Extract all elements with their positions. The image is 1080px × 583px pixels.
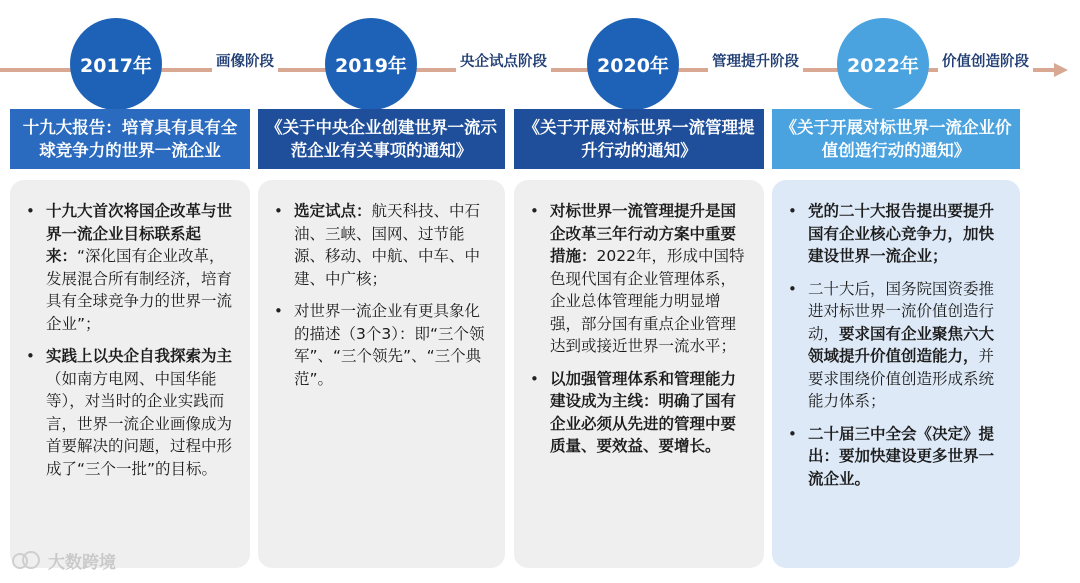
card-2022 xyxy=(772,180,1020,568)
watermark xyxy=(12,548,116,573)
stage-label-management: 管理提升阶段 xyxy=(708,51,803,73)
bullet-icon: • xyxy=(788,424,797,443)
header-2020: 《关于开展对标世界一流管理提升行动的通知》 xyxy=(514,109,764,169)
card-2020 xyxy=(514,180,764,568)
bullet-icon: • xyxy=(274,202,283,220)
stage-label-value: 价值创造阶段 xyxy=(938,51,1033,73)
card-2022-point-1: • 党的二十大报告提出要提升国有企业核心竞争力，加快建设世界一流企业； xyxy=(788,202,995,265)
card-2019 xyxy=(258,180,505,568)
year-circle-2017: 2017年 xyxy=(70,18,162,110)
card-2017 xyxy=(10,180,250,568)
year-circle-2019: 2019年 xyxy=(325,18,417,110)
header-2022: 《关于开展对标世界一流企业价值创造行动的通知》 xyxy=(772,109,1020,169)
card-2017-point-1: • 十九大首次将国企改革与世界一流企业目标联系起来：“深化国有企业改革，发展混合所有制经济，培育具有全球竞争力的世界一流企业”； xyxy=(26,202,233,333)
watermark-text: 大数跨境 xyxy=(48,553,116,573)
bullet-icon: • xyxy=(788,202,797,220)
brand-logo-icon xyxy=(12,551,40,571)
stage-label-pilot: 央企试点阶段 xyxy=(456,51,551,73)
year-circle-2022: 2022年 xyxy=(837,18,929,110)
card-2020-point-2: • 以加强管理体系和管理能力建设成为主线：明确了国有企业必须从先进的管理中要质量、要效益、要增长。 xyxy=(530,369,737,455)
year-circle-2020: 2020年 xyxy=(587,18,679,110)
card-2017-point-2: • 实践上以央企自我探索为主（如南方电网、中国华能等），对当时的企业实践而言，世界一流企业画像成为首要解决的问题，过程中形成了“三个一批”的目标。 xyxy=(26,347,233,478)
bullet-icon: • xyxy=(274,302,283,320)
card-2022-point-3: • 二十届三中全会《决定》提出：要加快建设更多世界一流企业。 xyxy=(788,424,995,488)
card-2020-point-1: • 对标世界一流管理提升是国企改革三年行动方案中重要措施：2022年，形成中国特色现代国有企业管理体系，企业总体管理能力明显增强，部分国有重点企业管理达到或接近世界一流水平； xyxy=(530,202,745,355)
stage-label-portrait: 画像阶段 xyxy=(212,51,278,73)
bullet-icon: • xyxy=(788,279,797,298)
header-2017: 十九大报告：培育具有具有全球竞争力的世界一流企业 xyxy=(10,109,250,169)
card-2019-point-2: • 对世界一流企业有更具象化的描述（3个3）：即“三个领军”、“三个领先”、“三个典范”。 xyxy=(274,302,485,388)
card-2022-point-2: • 二十大后，国务院国资委推进对标世界一流价值创造行动，要求国有企业聚焦六大领域提升价值创造能力，并要求围绕价值创造形成系统能力体系； xyxy=(788,279,995,410)
timeline-arrow-icon xyxy=(1054,63,1068,77)
card-2019-point-1: • 选定试点：航天科技、中石油、三峡、国网、过节能源、移动、中航、中车、中建、中广核； xyxy=(274,202,481,288)
bullet-icon: • xyxy=(26,347,35,365)
bullet-icon: • xyxy=(530,369,539,388)
bullet-icon: • xyxy=(26,202,35,220)
header-2019: 《关于中央企业创建世界一流示范企业有关事项的通知》 xyxy=(258,109,505,169)
bullet-icon: • xyxy=(530,202,539,220)
